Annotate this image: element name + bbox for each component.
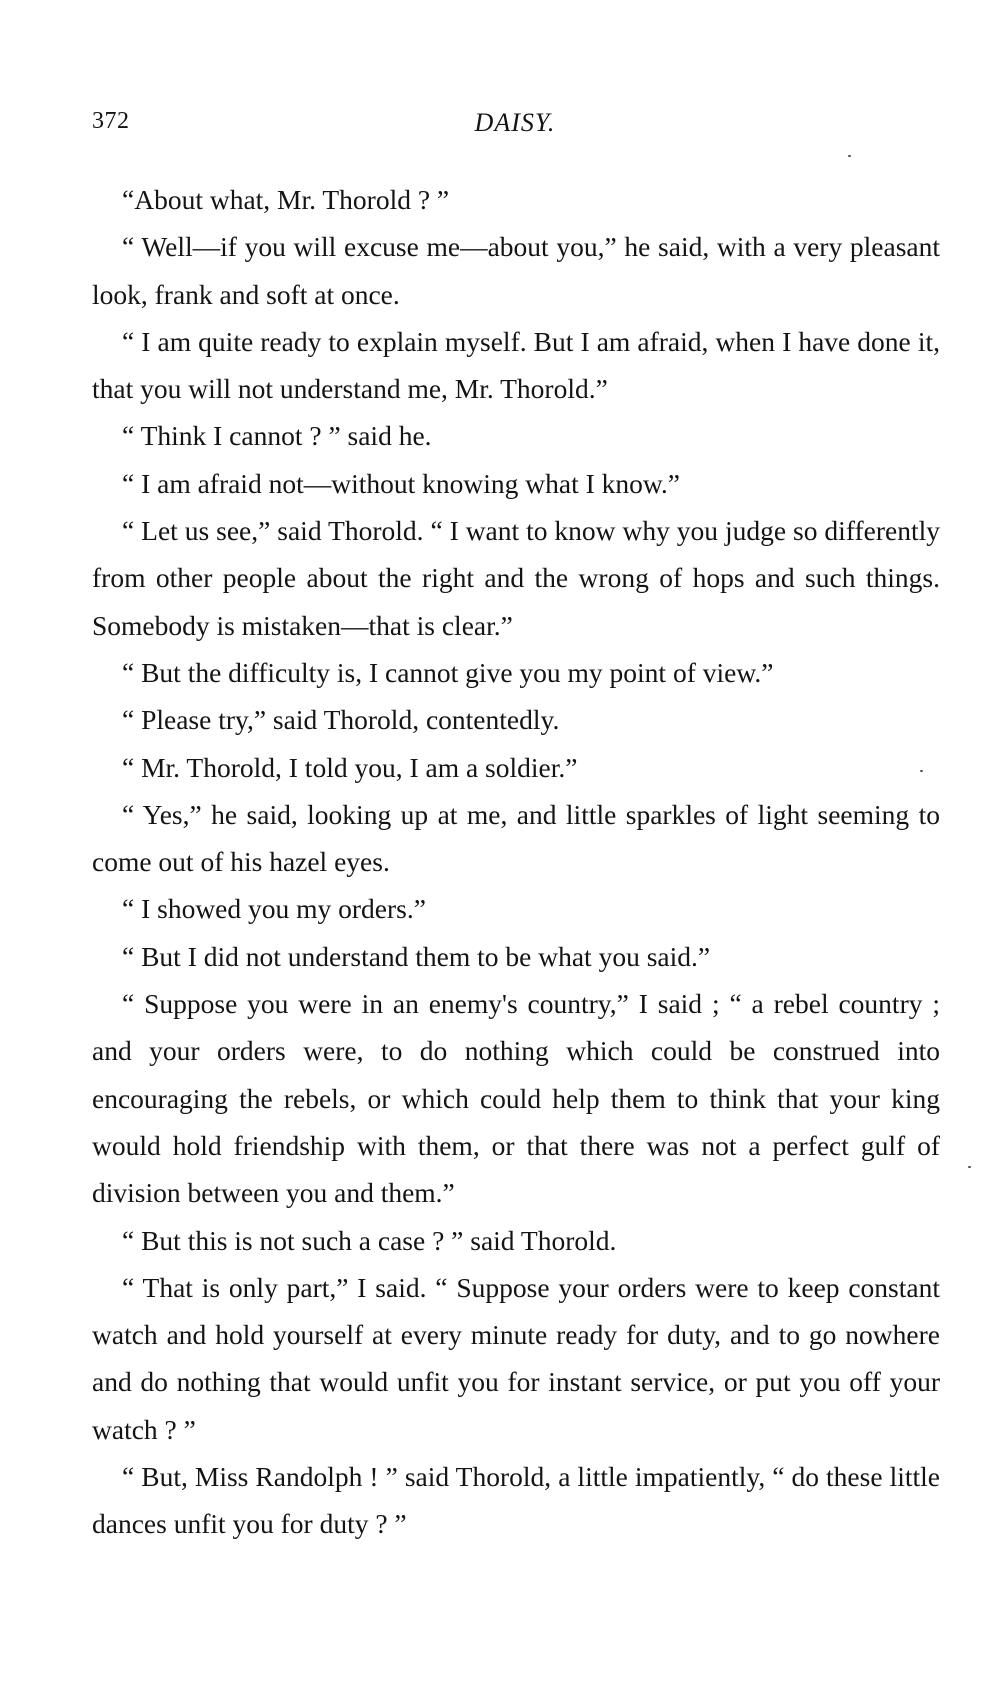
paragraph: “ I am afraid not—without knowing what I know.” [122,467,681,499]
paragraph: “ Let us see,” said Thorold. “ I want to know why you judge so differently from other people about the right and the wrong of hops and such things. Somebody is mistaken—that is clear.” [92,515,940,641]
page-number: 372 [92,108,130,134]
paragraph: “ But the difficulty is, I cannot give you my point of view.” [122,656,774,688]
body-text [92,176,940,1548]
paragraph: “ I am quite ready to explain myself. But I am afraid, when I have done it, that you will not understand me, Mr. Thorold.” [92,325,940,405]
page-header [92,108,938,148]
paragraph: “ That is only part,” I said. “ Suppose your orders were to keep constant watch and hold yourself at every minute ready for duty, and to go nowhere and do nothing that would unfit you for instant service, or put you off your watch ? ” [92,1271,940,1445]
paragraph: “ I showed you my orders.” [122,893,426,925]
paragraph: “ Yes,” he said, looking up at me, and little sparkles of light seeming to come out of his hazel eyes. [92,798,940,878]
scan-speck [848,155,851,157]
scan-speck [968,1166,971,1168]
paragraph: “ Mr. Thorold, I told you, I am a soldier.” [122,751,578,783]
scan-speck [920,770,923,772]
paragraph: “ But, Miss Randolph ! ” said Thorold, a little impatiently, “ do these little dances unfit you for duty ? ” [92,1461,940,1540]
paragraph: “ Suppose you were in an enemy's country,” I said ; “ a rebel country ; and your orders were, to do nothing which could be construed into encouraging the rebels, or which could help them to think that your king would hold friendship with them, or that there was not a perfect gulf of division between you and them.” [92,988,940,1209]
running-title: DAISY. [474,108,556,137]
paragraph: “ Think I cannot ? ” said he. [122,420,432,452]
paragraph: “ But this is not such a case ? ” said Thorold. [122,1224,617,1256]
paragraph: “ Please try,” said Thorold, contentedly. [122,704,560,736]
paragraph: “About what, Mr. Thorold ? ” [122,184,450,215]
paragraph: “ But I did not understand them to be what you said.” [122,940,711,972]
paragraph: “ Well—if you will excuse me—about you,” he said, with a very pleasant look, frank and soft at once. [92,231,940,310]
